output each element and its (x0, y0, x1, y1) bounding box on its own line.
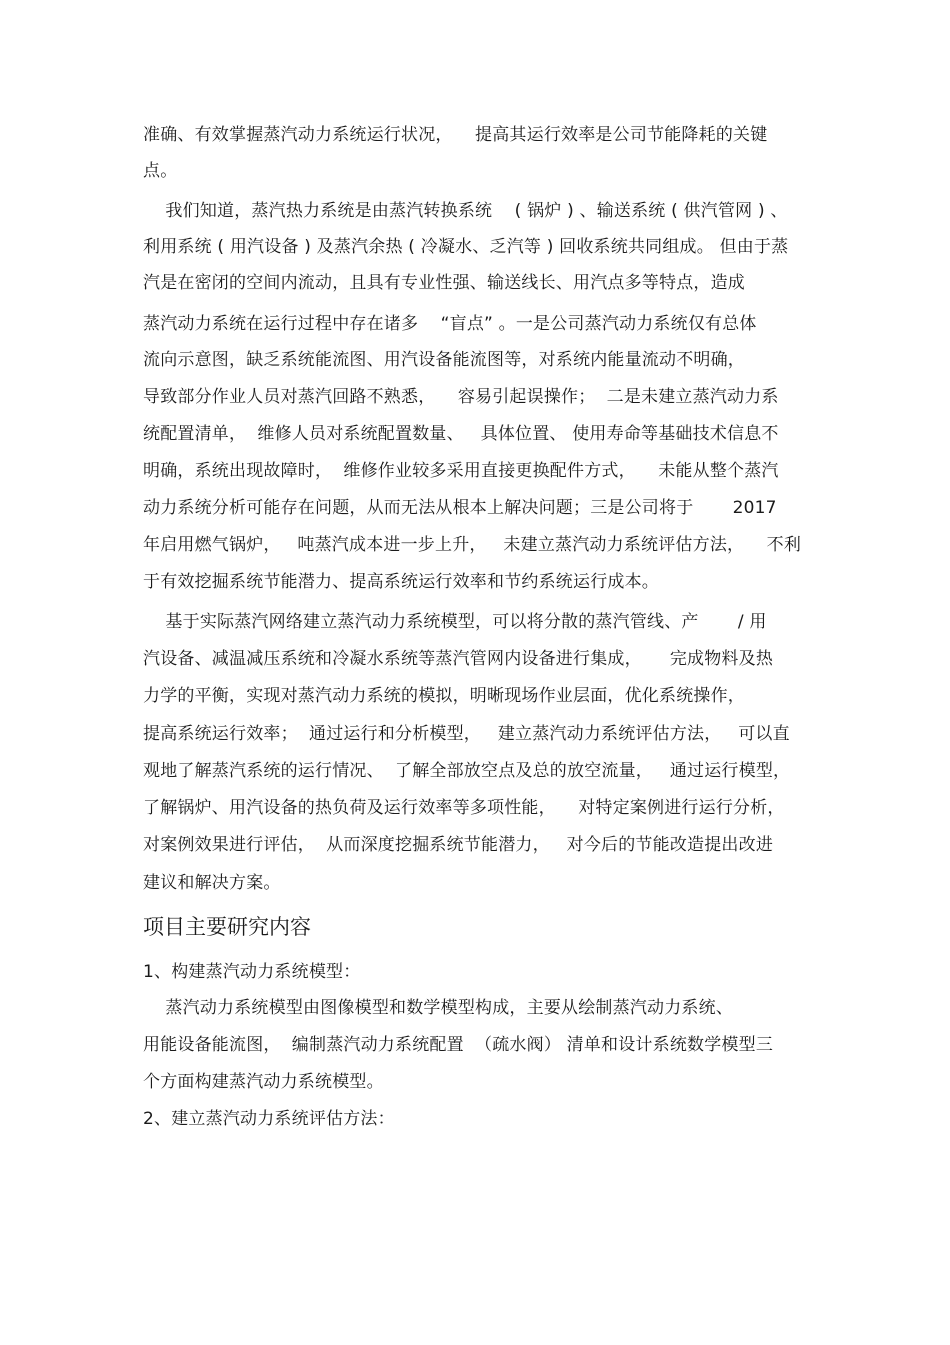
item-1-line-2: 用能设备能流图， 编制蒸汽动力系统配置 （疏水阀） 清单和设计系统数学模型三 (143, 1035, 774, 1055)
item-2-title: 2、建立蒸汽动力系统评估方法： (143, 1109, 395, 1129)
paragraph-2-line-10: 年启用燃气锅炉， 吨蒸汽成本进一步上升， 未建立蒸汽动力系统评估方法， 不利 (143, 535, 802, 555)
paragraph-3-line-2: 汽设备、减温减压系统和冷凝水系统等蒸汽管网内设备进行集成， 完成物料及热 (143, 649, 774, 669)
paragraph-3-line-8: 建议和解决方案。 (143, 873, 281, 893)
paragraph-2-line-6: 导致部分作业人员对蒸汽回路不熟悉， 容易引起误操作； 二是未建立蒸汽动力系 (143, 387, 779, 407)
paragraph-2-line-5: 流向示意图，缺乏系统能流图、用汽设备能流图等，对系统内能量流动不明确， (143, 350, 745, 370)
paragraph-3-line-1: 基于实际蒸汽网络建立蒸汽动力系统模型，可以将分散的蒸汽管线、产 / 用 (143, 612, 767, 632)
paragraph-3-line-3: 力学的平衡，实现对蒸汽动力系统的模拟，明晰现场作业层面，优化系统操作， (143, 686, 745, 706)
paragraph-3-line-5: 观地了解蒸汽系统的运行情况、 了解全部放空点及总的放空流量， 通过运行模型， (143, 761, 791, 781)
paragraph-2-line-4: 蒸汽动力系统在运行过程中存在诸多 “盲点” 。一是公司蒸汽动力系统仅有总体 (143, 314, 757, 334)
paragraph-1-line-1: 准确、有效掌握蒸汽动力系统运行状况， 提高其运行效率是公司节能降耗的关键 (143, 125, 768, 145)
paragraph-2-line-11: 于有效挖掘系统节能潜力、提高系统运行效率和节约系统运行成本。 (143, 572, 659, 592)
paragraph-2-line-2: 利用系统 ( 用汽设备 ) 及蒸汽余热 ( 冷凝水、乏汽等 ) 回收系统共同组成。 但由于蒸 (143, 237, 789, 257)
paragraph-3-line-7: 对案例效果进行评估， 从而深度挖掘系统节能潜力， 对今后的节能改造提出改进 (143, 835, 774, 855)
section-heading: 项目主要研究内容 (143, 915, 311, 939)
paragraph-2-line-7: 统配置清单， 维修人员对系统配置数量、 具体位置、 使用寿命等基础技术信息不 (143, 424, 779, 444)
paragraph-2-line-1: 我们知道，蒸汽热力系统是由蒸汽转换系统 ( 锅炉 ) 、输送系统 ( 供汽管网 ) 、 (143, 201, 788, 221)
paragraph-3-line-4: 提高系统运行效率； 通过运行和分析模型， 建立蒸汽动力系统评估方法， 可以直 (143, 724, 790, 744)
paragraph-2-line-8: 明确，系统出现故障时， 维修作业较多采用直接更换配件方式， 未能从整个蒸汽 (143, 461, 779, 481)
paragraph-2-line-3: 汽是在密闭的空间内流动，且具有专业性强、输送线长、用汽点多等特点，造成 (143, 273, 745, 293)
item-1-line-3: 个方面构建蒸汽动力系统模型。 (143, 1072, 384, 1092)
paragraph-2-line-9: 动力系统分析可能存在问题，从而无法从根本上解决问题；三是公司将于 2017 (143, 498, 777, 518)
item-1-line-1: 蒸汽动力系统模型由图像模型和数学模型构成，主要从绘制蒸汽动力系统、 (143, 998, 734, 1018)
paragraph-3-line-6: 了解锅炉、用汽设备的热负荷及运行效率等多项性能， 对特定案例进行运行分析， (143, 798, 785, 818)
item-1-title: 1、构建蒸汽动力系统模型： (143, 962, 361, 982)
paragraph-1-line-2: 点。 (143, 161, 178, 181)
